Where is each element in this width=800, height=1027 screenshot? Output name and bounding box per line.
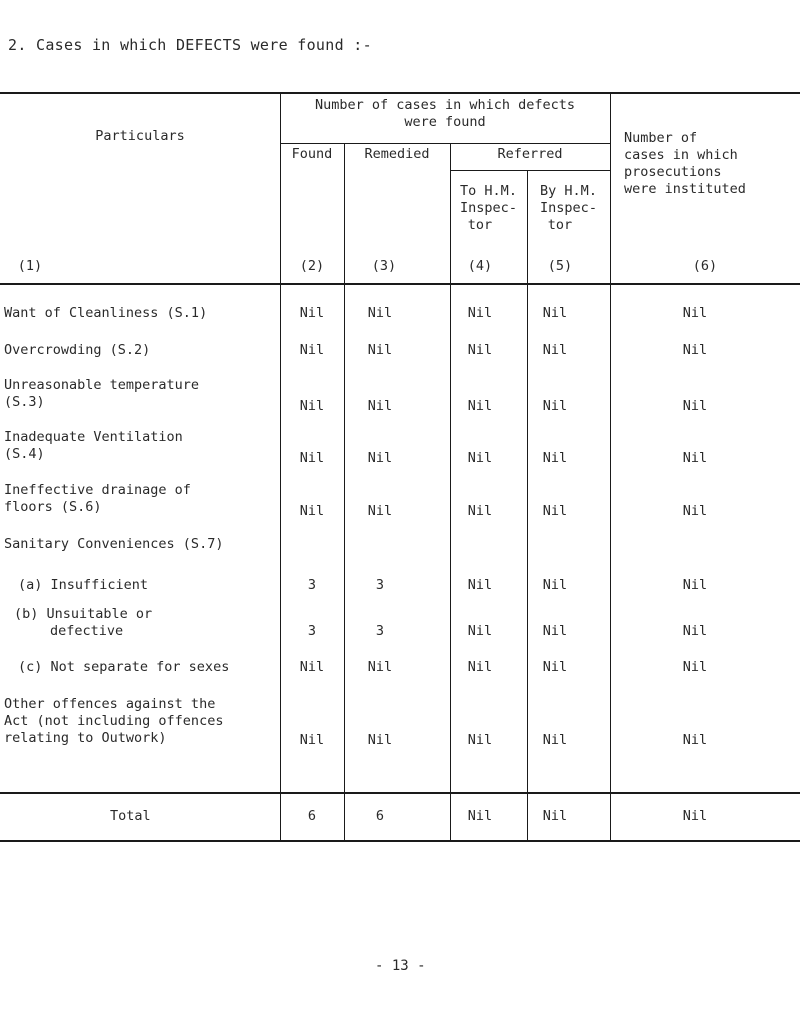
header-number-found-1: Number of cases in which defects xyxy=(314,97,576,113)
cell-by-hm: Nil xyxy=(542,577,568,593)
header-col-num-6: (6) xyxy=(692,258,718,274)
header-by-hm-1: By H.M. xyxy=(540,183,597,199)
cell-by-hm: Nil xyxy=(542,342,568,358)
cell-by-hm: Nil xyxy=(542,305,568,321)
header-sub-border-1 xyxy=(280,143,610,144)
row-label-3: relating to Outwork) xyxy=(4,730,167,746)
cell-prosecutions: Nil xyxy=(682,577,708,593)
cell-prosecutions: Nil xyxy=(682,659,708,675)
row-label: Other offences against the xyxy=(4,696,216,712)
col-divider-1 xyxy=(280,92,281,842)
cell-by-hm: Nil xyxy=(542,398,568,414)
total-top-border xyxy=(0,792,800,794)
header-col-num-4: (4) xyxy=(467,258,493,274)
total-found: 6 xyxy=(307,808,317,824)
header-to-hm-1: To H.M. xyxy=(460,183,517,199)
row-label: (b) Unsuitable or xyxy=(14,606,153,622)
header-to-hm-3: tor xyxy=(467,217,493,233)
row-label-2: defective xyxy=(50,623,124,639)
cell-to-hm: Nil xyxy=(467,577,493,593)
cell-found: Nil xyxy=(299,450,325,466)
page-number: - 13 - xyxy=(375,958,426,974)
header-col-num-5: (5) xyxy=(547,258,573,274)
header-to-hm-2: Inspec- xyxy=(460,200,517,216)
cell-to-hm: Nil xyxy=(467,305,493,321)
total-by-hm: Nil xyxy=(542,808,568,824)
header-by-hm-3: tor xyxy=(547,217,573,233)
header-remedied: Remedied xyxy=(364,146,430,162)
cell-prosecutions: Nil xyxy=(682,450,708,466)
table-bottom-border xyxy=(0,840,800,842)
cell-by-hm: Nil xyxy=(542,503,568,519)
cell-prosecutions: Nil xyxy=(682,732,708,748)
cell-found: Nil xyxy=(299,503,325,519)
cell-remedied: 3 xyxy=(375,623,385,639)
cell-to-hm: Nil xyxy=(467,450,493,466)
cell-found: 3 xyxy=(307,577,317,593)
cell-prosecutions: Nil xyxy=(682,623,708,639)
cell-found: Nil xyxy=(299,305,325,321)
row-label: Want of Cleanliness (S.1) xyxy=(4,305,208,321)
header-particulars: Particulars xyxy=(95,128,185,144)
header-referred: Referred xyxy=(497,146,563,162)
row-label: (a) Insufficient xyxy=(18,577,149,593)
cell-by-hm: Nil xyxy=(542,450,568,466)
row-label-2: Act (not including offences xyxy=(4,713,224,729)
header-prosecutions-4: were instituted xyxy=(624,181,746,197)
table-top-border xyxy=(0,92,800,94)
cell-by-hm: Nil xyxy=(542,659,568,675)
cell-to-hm: Nil xyxy=(467,398,493,414)
cell-by-hm: Nil xyxy=(542,623,568,639)
cell-to-hm: Nil xyxy=(467,503,493,519)
cell-remedied: Nil xyxy=(367,503,393,519)
row-label-2: (S.3) xyxy=(4,394,45,410)
cell-remedied: Nil xyxy=(367,342,393,358)
cell-remedied: Nil xyxy=(367,305,393,321)
row-label: (c) Not separate for sexes xyxy=(18,659,230,675)
cell-by-hm: Nil xyxy=(542,732,568,748)
cell-prosecutions: Nil xyxy=(682,503,708,519)
total-remedied: 6 xyxy=(375,808,385,824)
row-label: Unreasonable temperature xyxy=(4,377,200,393)
cell-prosecutions: Nil xyxy=(682,342,708,358)
total-to-hm: Nil xyxy=(467,808,493,824)
cell-found: Nil xyxy=(299,342,325,358)
row-label: Overcrowding (S.2) xyxy=(4,342,151,358)
cell-to-hm: Nil xyxy=(467,342,493,358)
cell-remedied: 3 xyxy=(375,577,385,593)
total-prosecutions: Nil xyxy=(682,808,708,824)
cell-found: 3 xyxy=(307,623,317,639)
header-found: Found xyxy=(291,146,333,162)
cell-remedied: Nil xyxy=(367,398,393,414)
cell-found: Nil xyxy=(299,659,325,675)
cell-to-hm: Nil xyxy=(467,732,493,748)
cell-remedied: Nil xyxy=(367,732,393,748)
header-number-found-2: were found xyxy=(404,114,486,130)
cell-remedied: Nil xyxy=(367,659,393,675)
header-col-num-2: (2) xyxy=(299,258,325,274)
page-title: 2. Cases in which DEFECTS were found :- xyxy=(8,36,372,54)
header-col-num-1: (1) xyxy=(17,258,43,274)
row-label-2: floors (S.6) xyxy=(4,499,102,515)
header-col-num-3: (3) xyxy=(371,258,397,274)
row-label: Inadequate Ventilation xyxy=(4,429,183,445)
row-label-section: Sanitary Conveniences (S.7) xyxy=(4,536,224,552)
cell-found: Nil xyxy=(299,398,325,414)
row-label-2: (S.4) xyxy=(4,446,45,462)
header-prosecutions-3: prosecutions xyxy=(624,164,722,180)
cell-prosecutions: Nil xyxy=(682,305,708,321)
total-label: Total xyxy=(110,808,151,824)
cell-to-hm: Nil xyxy=(467,659,493,675)
header-by-hm-2: Inspec- xyxy=(540,200,597,216)
header-sub-border-2 xyxy=(450,170,610,171)
row-label: Ineffective drainage of xyxy=(4,482,191,498)
cell-remedied: Nil xyxy=(367,450,393,466)
cell-found: Nil xyxy=(299,732,325,748)
cell-prosecutions: Nil xyxy=(682,398,708,414)
header-bottom-border xyxy=(0,283,800,285)
cell-to-hm: Nil xyxy=(467,623,493,639)
col-divider-5 xyxy=(610,92,611,842)
header-prosecutions-1: Number of xyxy=(624,130,698,146)
header-prosecutions-2: cases in which xyxy=(624,147,738,163)
